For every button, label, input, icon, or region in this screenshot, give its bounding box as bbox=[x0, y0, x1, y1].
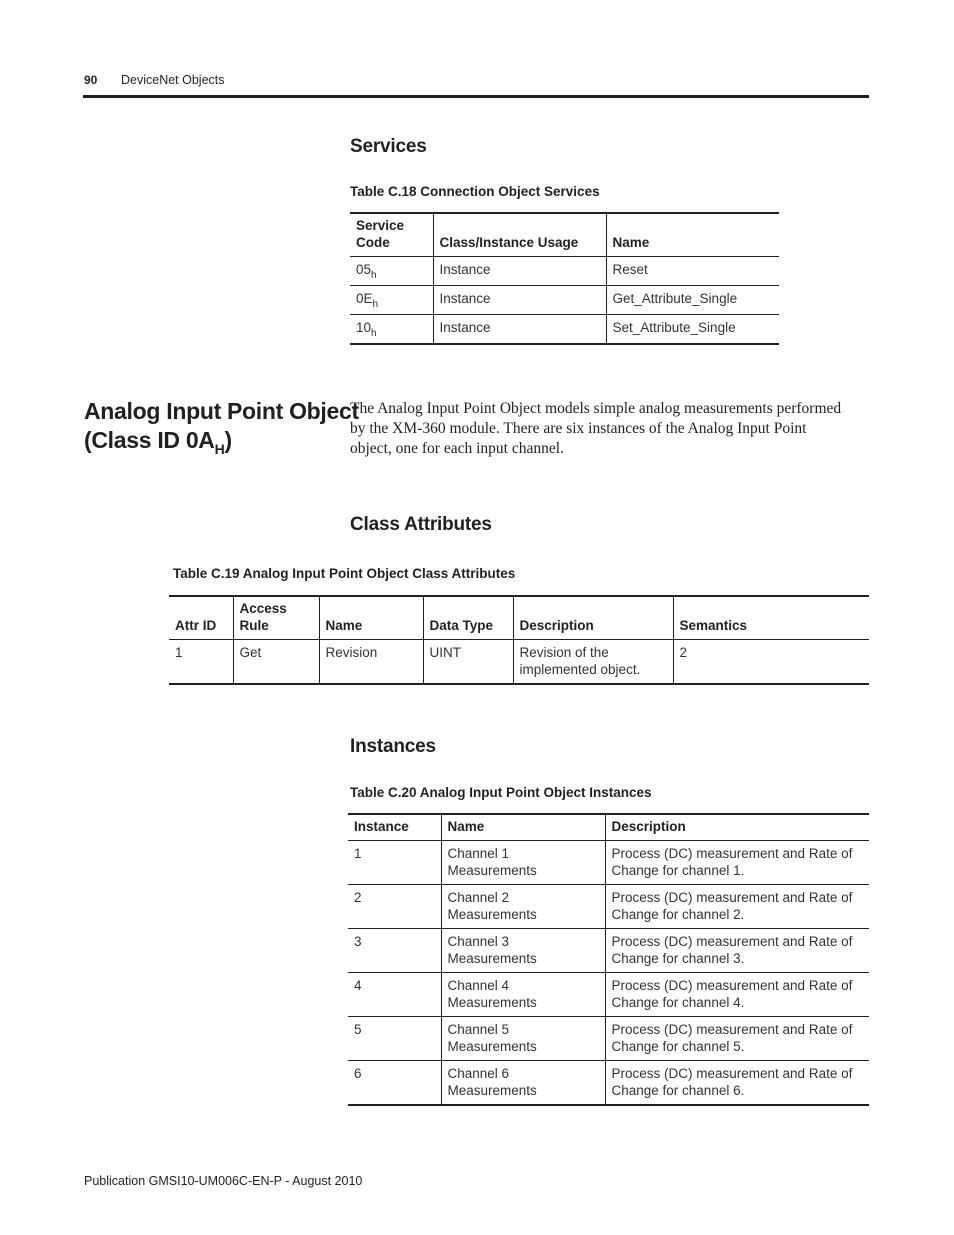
column-header: Access Rule bbox=[233, 596, 319, 640]
column-header: Data Type bbox=[423, 596, 513, 640]
description-cell: Process (DC) measurement and Rate of Change for channel 2. bbox=[605, 885, 869, 929]
instance-name-cell: Channel 1 Measurements bbox=[441, 841, 605, 885]
instance-name-cell: Channel 5 Measurements bbox=[441, 1017, 605, 1061]
column-header: Class/Instance Usage bbox=[433, 213, 606, 257]
usage-cell: Instance bbox=[433, 257, 606, 286]
usage-cell: Instance bbox=[433, 315, 606, 344]
service-name-cell: Reset bbox=[606, 257, 779, 286]
service-code-cell bbox=[350, 286, 433, 315]
service-code-cell bbox=[350, 315, 433, 344]
instance-name-cell: Channel 6 Measurements bbox=[441, 1061, 605, 1105]
column-header: Name bbox=[441, 814, 605, 841]
table-row bbox=[348, 885, 869, 929]
services-heading: Services bbox=[350, 136, 427, 157]
column-header: Description bbox=[605, 814, 869, 841]
attribute-name-cell: Revision bbox=[319, 640, 423, 684]
hex-subscript: h bbox=[371, 270, 377, 281]
semantics-cell: 2 bbox=[673, 640, 869, 684]
table-row bbox=[169, 640, 869, 684]
object-title-line2: (Class ID 0A bbox=[84, 427, 215, 453]
running-header: DeviceNet Objects bbox=[121, 73, 225, 87]
table-row bbox=[350, 286, 779, 315]
column-header: Name bbox=[319, 596, 423, 640]
table-header-row bbox=[348, 814, 869, 841]
description-cell: Process (DC) measurement and Rate of Change for channel 3. bbox=[605, 929, 869, 973]
instances-table-caption: Table C.20 Analog Input Point Object Instances bbox=[350, 785, 652, 800]
service-code: 05 bbox=[356, 262, 372, 277]
instances-heading: Instances bbox=[350, 736, 436, 757]
table-header-row bbox=[169, 596, 869, 640]
description-cell: Revision of the implemented object. bbox=[513, 640, 673, 684]
description-cell: Process (DC) measurement and Rate of Change for channel 4. bbox=[605, 973, 869, 1017]
object-title bbox=[84, 397, 359, 455]
instance-cell: 4 bbox=[354, 978, 362, 993]
table-row bbox=[348, 1061, 869, 1105]
publication-footer: Publication GMSI10-UM006C-EN-P - August 2010 bbox=[84, 1174, 363, 1188]
service-code-cell bbox=[350, 257, 433, 286]
description-cell: Process (DC) measurement and Rate of Change for channel 1. bbox=[605, 841, 869, 885]
attr-id-cell: 1 bbox=[175, 645, 183, 660]
class-attributes-heading: Class Attributes bbox=[350, 514, 492, 535]
services-table bbox=[350, 212, 779, 345]
service-name-cell: Get_Attribute_Single bbox=[606, 286, 779, 315]
services-table-caption: Table C.18 Connection Object Services bbox=[350, 184, 600, 199]
access-rule-cell: Get bbox=[233, 640, 319, 684]
service-code: 0E bbox=[356, 291, 373, 306]
column-header: Attr ID bbox=[175, 618, 217, 633]
object-title-line1: Analog Input Point Object bbox=[84, 398, 359, 424]
table-row bbox=[348, 1017, 869, 1061]
column-header: Service Code bbox=[356, 218, 405, 250]
instance-cell: 1 bbox=[354, 846, 362, 861]
service-code: 10 bbox=[356, 320, 372, 335]
instance-cell: 2 bbox=[354, 890, 362, 905]
table-header-row bbox=[350, 213, 779, 257]
description-cell: Process (DC) measurement and Rate of Change for channel 5. bbox=[605, 1017, 869, 1061]
column-header: Name bbox=[606, 213, 779, 257]
instance-cell: 3 bbox=[354, 934, 362, 949]
instance-name-cell: Channel 3 Measurements bbox=[441, 929, 605, 973]
table-row bbox=[350, 315, 779, 344]
table-row bbox=[348, 841, 869, 885]
table-row bbox=[348, 973, 869, 1017]
description-cell: Process (DC) measurement and Rate of Change for channel 6. bbox=[605, 1061, 869, 1105]
header-rule bbox=[83, 95, 869, 98]
table-row bbox=[348, 929, 869, 973]
instance-cell: 6 bbox=[354, 1066, 362, 1081]
hex-subscript: h bbox=[372, 299, 379, 310]
instance-name-cell: Channel 4 Measurements bbox=[441, 973, 605, 1017]
page-number: 90 bbox=[84, 73, 98, 87]
table-row bbox=[350, 257, 779, 286]
column-header: Description bbox=[513, 596, 673, 640]
class-attributes-table bbox=[169, 595, 869, 685]
hex-subscript: h bbox=[371, 328, 377, 339]
object-title-subscript: H bbox=[214, 441, 225, 457]
instances-table bbox=[348, 813, 869, 1106]
class-attributes-table-caption: Table C.19 Analog Input Point Object Class Attributes bbox=[173, 566, 516, 581]
column-header: Semantics bbox=[673, 596, 869, 640]
column-header: Instance bbox=[354, 819, 409, 834]
data-type-cell: UINT bbox=[423, 640, 513, 684]
usage-cell: Instance bbox=[433, 286, 606, 315]
instance-cell: 5 bbox=[354, 1022, 362, 1037]
service-name-cell: Set_Attribute_Single bbox=[606, 315, 779, 344]
object-title-close: ) bbox=[224, 427, 232, 453]
object-description: The Analog Input Point Object models simple analog measurements performed by the XM-360 module. There are six instances of the Analog Input Point object, one for each input channel. bbox=[350, 400, 842, 457]
instance-name-cell: Channel 2 Measurements bbox=[441, 885, 605, 929]
